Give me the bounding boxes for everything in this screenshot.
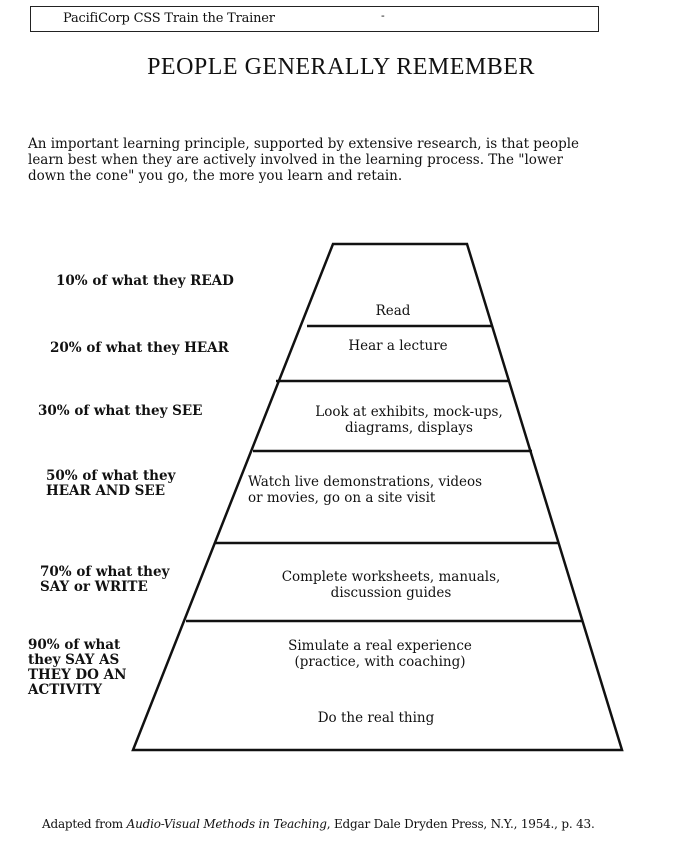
cone-level-simulate: Simulate a real experience (practice, with coaching)	[288, 638, 472, 670]
header-mark: -	[381, 9, 385, 22]
retention-label-read: 10% of what they READ	[56, 273, 234, 289]
citation-book-title: Audio-Visual Methods in Teaching	[126, 817, 327, 831]
retention-label-activity: 90% of what they SAY AS THEY DO AN ACTIVITY	[28, 637, 127, 698]
cone-level-exhibits: Look at exhibits, mock-ups, diagrams, displays	[315, 404, 503, 436]
cone-level-read: Read	[375, 303, 411, 319]
citation-suffix: , Edgar Dale Dryden Press, N.Y., 1954., p. 43.	[326, 817, 595, 831]
retention-label-say-or-write: 70% of what they SAY or WRITE	[40, 564, 170, 595]
citation-footer	[42, 817, 595, 831]
cone-level-real-thing: Do the real thing	[317, 710, 435, 726]
cone-level-hear-lecture: Hear a lecture	[348, 338, 448, 354]
retention-label-hear-and-see: 50% of what they HEAR AND SEE	[46, 468, 176, 499]
cone-level-demonstrations: Watch live demonstrations, videos or movies, go on a site visit	[248, 474, 483, 506]
retention-label-see: 30% of what they SEE	[38, 403, 203, 419]
cone-level-worksheets: Complete worksheets, manuals, discussion guides	[281, 569, 501, 601]
page-title: PEOPLE GENERALLY REMEMBER	[147, 54, 535, 80]
retention-label-hear: 20% of what they HEAR	[50, 340, 229, 356]
header-text: PacifiCorp CSS Train the Trainer	[63, 11, 275, 26]
citation-prefix: Adapted from	[42, 817, 127, 831]
intro-paragraph: An important learning principle, supported by extensive research, is that people learn best when they are actively involved in the learning process. The "lower down the cone" you go, the more you learn and retain.	[28, 136, 580, 184]
